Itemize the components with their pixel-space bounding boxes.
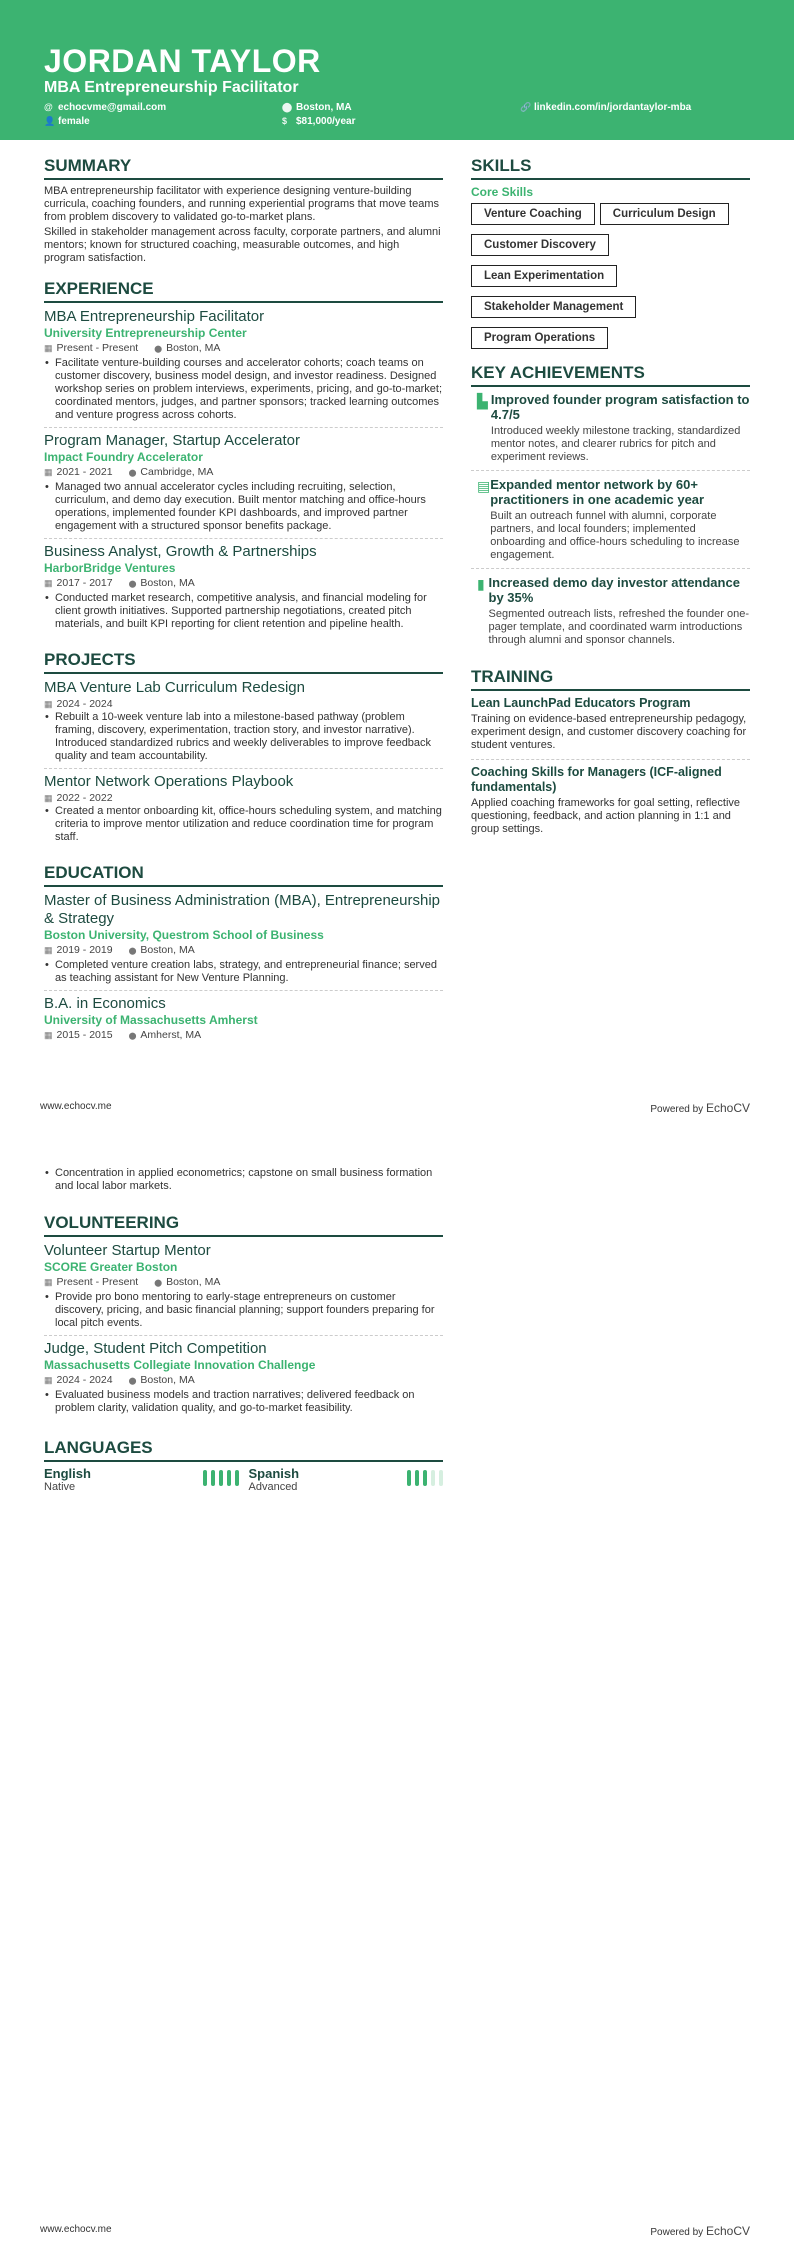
entry-item: [44, 995, 443, 1049]
language-text: [249, 1467, 300, 1493]
entry-title: Business Analyst, Growth & Partnerships: [44, 543, 317, 560]
skill-tag: Curriculum Design: [600, 203, 729, 225]
contact-item: [44, 102, 282, 113]
language-name: Spanish: [248, 1466, 300, 1481]
rating-bar: [219, 1470, 223, 1486]
achievement-title: Improved founder program satisfaction to 4.7/5: [490, 392, 750, 422]
skill-tag: Program Operations: [471, 327, 608, 349]
rating-bar: [235, 1470, 239, 1486]
entry-meta: [44, 465, 443, 481]
rating-bar: [431, 1470, 435, 1486]
location-pin-icon: ⬤: [128, 470, 137, 477]
education-continued-bullets: [44, 1167, 443, 1193]
entry-item: [44, 543, 443, 636]
location-pin-icon: ⬤: [128, 948, 137, 955]
calendar-icon: ▦: [44, 945, 53, 955]
volunteering-section: [44, 1242, 443, 1420]
contact-item: [282, 102, 520, 113]
training-description: Training on evidence-based entrepreneurship pedagogy, experiment design, and customer discovery coaching for student ventures.: [471, 713, 747, 751]
contact-item: [282, 116, 520, 127]
training-heading: TRAINING: [471, 667, 750, 691]
entry-title: B.A. in Economics: [44, 995, 166, 1012]
location-icon: ⬤: [282, 102, 293, 112]
entry-meta: [44, 576, 443, 592]
skill-tag: Stakeholder Management: [471, 296, 636, 318]
entry-dates: 2017 - 2017: [56, 577, 113, 589]
language-item: [249, 1467, 444, 1493]
calendar-icon: ▦: [44, 699, 53, 709]
projects-section: [44, 679, 443, 849]
entry-location: Boston, MA: [140, 1374, 195, 1386]
volunteering-heading: VOLUNTEERING: [44, 1213, 443, 1237]
link-icon: 🔗: [520, 102, 532, 112]
achievement-body: [489, 575, 750, 647]
achievement-body: [490, 477, 750, 562]
projects-heading: PROJECTS: [44, 650, 443, 674]
contact-text: $81,000/year: [296, 116, 356, 127]
skill-tag: Venture Coaching: [471, 203, 595, 225]
training-item: [471, 696, 750, 760]
skills-tags: [471, 203, 750, 349]
calendar-icon: ▦: [44, 1030, 53, 1040]
location-pin-icon: ⬤: [128, 1033, 137, 1040]
summary-section: [44, 185, 443, 265]
entry-dates: Present - Present: [56, 342, 139, 354]
summary-paragraph: MBA entrepreneurship facilitator with experience designing venture-building curricula, coaching founders, and running experiential programs that move teams from problem discovery to validated go-to-market plans.: [44, 185, 439, 223]
entry-organization: Impact Foundry Accelerator: [44, 450, 203, 464]
skill-tag: Lean Experimentation: [471, 265, 617, 287]
entry-location-wrap: [129, 944, 195, 956]
training-title: Lean LaunchPad Educators Program: [471, 696, 691, 710]
calendar-icon: ▦: [44, 1277, 53, 1287]
powered-by-label: Powered by: [650, 1104, 704, 1115]
entry-title: MBA Entrepreneurship Facilitator: [44, 308, 265, 325]
achievement-title: Increased demo day investor attendance by 35%: [488, 575, 740, 605]
location-pin-icon: ⬤: [128, 581, 137, 588]
footer-site-link[interactable]: www.echocv.me: [40, 2224, 112, 2235]
location-pin-icon: ⬤: [154, 346, 163, 353]
document-chart-icon: ▙: [477, 393, 488, 409]
education-section: [44, 892, 443, 1049]
experience-heading: EXPERIENCE: [44, 279, 443, 303]
rating-bar: [203, 1470, 207, 1486]
bullet-item: • Facilitate venture-building courses and accelerator cohorts; coach teams on customer discovery, business model design, and investor readiness. Designed workshop series on problem interviews, experiments, pricing, and go-to-market; coordinated mentors, judges, and partner sponsors; tracked learning outcomes and venture progress across cohorts.: [44, 357, 443, 422]
education-heading: EDUCATION: [44, 863, 443, 887]
at-icon: @: [44, 102, 53, 112]
entry-title: Mentor Network Operations Playbook: [44, 773, 294, 790]
summary-paragraph: Skilled in stakeholder management across faculty, corporate partners, and alumni mentors; known for structured coaching, measurable outcomes, and high program satisfaction.: [44, 226, 441, 264]
entry-dates: 2024 - 2024: [56, 1374, 113, 1386]
language-name: English: [44, 1466, 91, 1481]
language-text: [44, 1467, 91, 1493]
entry-item: [44, 432, 443, 539]
entry-location-wrap: [129, 466, 214, 478]
page-footer: [40, 1101, 750, 1115]
resume-header: [0, 0, 794, 140]
contact-text[interactable]: echocvme@gmail.com: [58, 102, 167, 113]
entry-bullets: [44, 959, 443, 985]
training-title: Coaching Skills for Managers (ICF-aligned fundamentals): [471, 765, 722, 794]
brand-logo: EchoCV: [705, 2224, 750, 2238]
achievements-heading: KEY ACHIEVEMENTS: [471, 363, 750, 387]
language-rating: [203, 1467, 239, 1493]
bullet-item: • Provide pro bono mentoring to early-stage entrepreneurs on customer discovery, pricing, and basic financial planning; support founders preparing for local pitch events.: [44, 1291, 443, 1330]
entry-bullets: [44, 357, 443, 422]
summary-heading: SUMMARY: [44, 156, 443, 180]
bullet-item: • Concentration in applied econometrics; capstone on small business formation and local labor markets.: [44, 1167, 443, 1193]
entry-meta: [44, 1373, 443, 1389]
left-column-continued: [44, 1167, 443, 1493]
achievement-item: [471, 575, 750, 653]
candidate-title: MBA Entrepreneurship Facilitator: [44, 79, 299, 96]
candidate-name: JORDAN TAYLOR: [44, 43, 321, 79]
person-icon: 👤: [44, 116, 56, 126]
calendar-icon: ▦: [44, 578, 53, 588]
entry-dates: 2021 - 2021: [56, 466, 113, 478]
entry-organization: SCORE Greater Boston: [44, 1260, 178, 1274]
entry-item: [44, 892, 443, 991]
rating-bar: [439, 1470, 443, 1486]
skill-tag: Customer Discovery: [471, 234, 609, 256]
rating-bar: [211, 1470, 215, 1486]
experience-section: [44, 308, 443, 636]
rating-bar: [415, 1470, 419, 1486]
rating-bar: [423, 1470, 427, 1486]
entry-title: MBA Venture Lab Curriculum Redesign: [44, 679, 305, 696]
contact-list: [44, 102, 750, 127]
entry-location-wrap: [154, 1276, 220, 1288]
calendar-icon: ▦: [44, 1375, 53, 1385]
entry-organization: Boston University, Questrom School of Business: [44, 928, 324, 942]
bullet-item: • Conducted market research, competitive analysis, and financial modeling for client growth initiatives. Supported partnership negotiations, created pitch materials, and built KPI reporting for client retention and pipeline health.: [44, 592, 443, 631]
languages-list: [44, 1467, 443, 1493]
training-item: [471, 765, 750, 843]
languages-heading: LANGUAGES: [44, 1438, 443, 1462]
language-level: Advanced: [248, 1481, 298, 1493]
entry-bullets: [44, 1291, 443, 1330]
footer-site-link[interactable]: www.echocv.me: [40, 1101, 112, 1112]
entry-location: Amherst, MA: [140, 1029, 202, 1041]
entry-meta: [44, 341, 443, 357]
entry-dates: 2024 - 2024: [56, 698, 113, 710]
entry-bullets: [44, 805, 443, 844]
achievement-body: [491, 392, 750, 464]
training-description: Applied coaching frameworks for goal setting, reflective questioning, feedback, and action planning in 1:1 and group settings.: [471, 797, 741, 835]
entry-location: Boston, MA: [166, 1276, 221, 1288]
contact-text: female: [58, 116, 90, 127]
entry-location: Boston, MA: [140, 577, 195, 589]
entry-title: Judge, Student Pitch Competition: [44, 1340, 267, 1357]
file-icon: ▮: [477, 576, 485, 592]
entry-dates: 2022 - 2022: [56, 792, 113, 804]
contact-item: [520, 102, 780, 113]
contact-text: Boston, MA: [296, 102, 352, 113]
entry-title: Master of Business Administration (MBA), Entrepreneurship & Strategy: [44, 892, 440, 927]
footer-powered: [650, 1101, 750, 1115]
bullet-item: • Managed two annual accelerator cycles including recruiting, selection, curriculum, and demo day execution. Built mentor matching and office-hours operations, implemented founder KPI dashboards, and improved partner engagement with a structured sponsor benefits package.: [44, 481, 443, 533]
entry-organization: Massachusetts Collegiate Innovation Challenge: [44, 1358, 316, 1372]
entry-meta: [44, 791, 443, 805]
right-column: [471, 152, 750, 1053]
entry-dates: Present - Present: [56, 1276, 139, 1288]
achievements-section: [471, 392, 750, 653]
language-level: Native: [44, 1481, 76, 1493]
location-pin-icon: ⬤: [128, 1378, 137, 1385]
bullet-item: • Completed venture creation labs, strategy, and entrepreneurial finance; served as teaching assistant for New Venture Planning.: [44, 959, 443, 985]
achievement-description: Segmented outreach lists, refreshed the founder one-pager template, and coordinated warm introductions through alumni and sponsor channels.: [488, 608, 750, 646]
entry-bullets: [44, 711, 443, 763]
entry-bullets: [44, 481, 443, 533]
entry-item: [44, 679, 443, 769]
resume-page-2: [0, 1123, 794, 2246]
entry-organization: HarborBridge Ventures: [44, 561, 176, 575]
achievement-description: Introduced weekly milestone tracking, standardized mentor notes, and clearer rubrics for pitch and experiment reviews.: [490, 425, 741, 463]
entry-location-wrap: [129, 1374, 195, 1386]
contact-text[interactable]: linkedin.com/in/jordantaylor-mba: [534, 102, 692, 113]
page-footer: [40, 2224, 750, 2238]
entry-item: [44, 308, 443, 428]
entry-dates: 2019 - 2019: [56, 944, 113, 956]
powered-by-label: Powered by: [650, 2227, 704, 2238]
skills-heading: SKILLS: [471, 156, 750, 180]
entry-item: [44, 773, 443, 849]
location-pin-icon: ⬤: [154, 1280, 163, 1287]
language-item: [44, 1467, 239, 1493]
salary-icon: $: [282, 116, 288, 126]
entry-location-wrap: [129, 577, 195, 589]
archive-box-icon: ▤: [477, 478, 491, 494]
achievement-item: [471, 392, 750, 471]
bullet-item: • Created a mentor onboarding kit, office-hours scheduling system, and matching criteria to improve mentor utilization and reduce coordination time for program staff.: [44, 805, 443, 844]
entry-item: [44, 1242, 443, 1336]
entry-organization: University Entrepreneurship Center: [44, 326, 247, 340]
achievement-item: [471, 477, 750, 569]
entry-meta: [44, 1028, 443, 1044]
contact-item: [44, 116, 282, 127]
calendar-icon: ▦: [44, 343, 53, 353]
rating-bar: [407, 1470, 411, 1486]
entry-title: Volunteer Startup Mentor: [44, 1242, 211, 1259]
entry-location: Cambridge, MA: [140, 466, 214, 478]
entry-meta: [44, 943, 443, 959]
entry-dates: 2015 - 2015: [56, 1029, 113, 1041]
brand-logo: EchoCV: [705, 1101, 750, 1115]
bullet-item: • Evaluated business models and traction narratives; delivered feedback on problem clarity, validation quality, and go-to-market feasibility.: [44, 1389, 443, 1415]
calendar-icon: ▦: [44, 793, 53, 803]
left-column: [44, 152, 443, 1053]
entry-organization: University of Massachusetts Amherst: [44, 1013, 258, 1027]
rating-bar: [227, 1470, 231, 1486]
entry-location-wrap: [129, 1029, 202, 1041]
entry-title: Program Manager, Startup Accelerator: [44, 432, 300, 449]
training-section: [471, 696, 750, 843]
entry-meta: [44, 697, 443, 711]
footer-powered: [650, 2224, 750, 2238]
entry-meta: [44, 1275, 443, 1291]
entry-location: Boston, MA: [140, 944, 195, 956]
language-rating: [407, 1467, 443, 1493]
achievement-title: Expanded mentor network by 60+ practitioners in one academic year: [490, 477, 705, 507]
skills-group-label: Core Skills: [471, 185, 534, 199]
entry-location: Boston, MA: [166, 342, 221, 354]
entry-bullets: [44, 1389, 443, 1415]
calendar-icon: ▦: [44, 467, 53, 477]
achievement-description: Built an outreach funnel with alumni, corporate partners, and local founders; implemented onboarding and office-hours scheduling to increase engagement.: [490, 510, 740, 561]
bullet-item: • Rebuilt a 10-week venture lab into a milestone-based pathway (problem framing, discovery, experimentation, traction story, and investor narrative). Introduced standardized rubrics and weekly deliverables to improve feedback quality and team accountability.: [44, 711, 443, 763]
entry-location-wrap: [154, 342, 220, 354]
entry-bullets: [44, 592, 443, 631]
entry-item: [44, 1340, 443, 1420]
